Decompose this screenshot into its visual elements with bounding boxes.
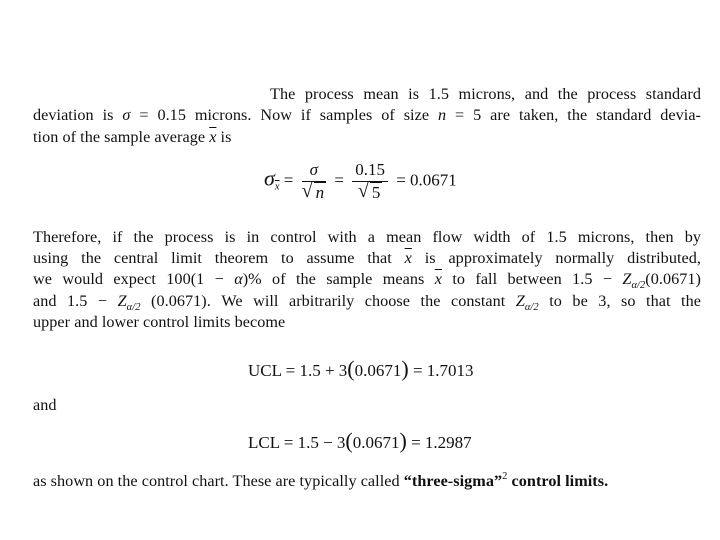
closing-line: as shown on the control chart. These are typically called “three-sigma”$^2$ control limits. — [33, 471, 609, 490]
and-text: and — [33, 396, 57, 414]
para1-line1: The process mean is 1.5 microns, and the process standard — [270, 85, 701, 103]
para2-line1: Therefore, if the process is in control with a mean flow width of 1.5 microns, then by — [33, 228, 701, 246]
para2-line5: upper and lower control limits become — [33, 313, 286, 331]
para2-line3: we would expect 100(1 − α)% of the sample means $\overline{x}$ to fall between $1.5 - Z_{\alpha/2}(0.0671)$ — [33, 270, 701, 291]
fraction-015-over-sqrt-5: 0.15 √ 5 — [352, 160, 388, 203]
para2-line2: using the central limit theorem to assume that $\overline{x}$ is approximately normally distributed, — [33, 249, 701, 267]
equation-lcl: LCL = 1.5 − 3(0.0671) = 1.2987 — [248, 428, 472, 453]
equation-sigma-xbar: $\sigma_{\overline{x}}$ = σ √ n = 0.15 √ 5 = 0.0671 — [264, 160, 457, 203]
equation-ucl: UCL = 1.5 + 3(0.0671) = 1.7013 — [248, 356, 474, 381]
para1-line3: tion of the sample average $\overline{x}$ is — [33, 128, 232, 146]
para1-line2: deviation is σ = 0.15 microns. Now if samples of size n = 5 are taken, the standard devia- — [33, 106, 701, 124]
fraction-sigma-over-sqrt-n: σ √ n — [302, 160, 327, 203]
para2-line4: and $1.5 - Z_{\alpha/2}$ (0.0671). We will arbitrarily choose the constant $Z_{\alpha/2}$ to be 3, so that the — [33, 292, 701, 313]
